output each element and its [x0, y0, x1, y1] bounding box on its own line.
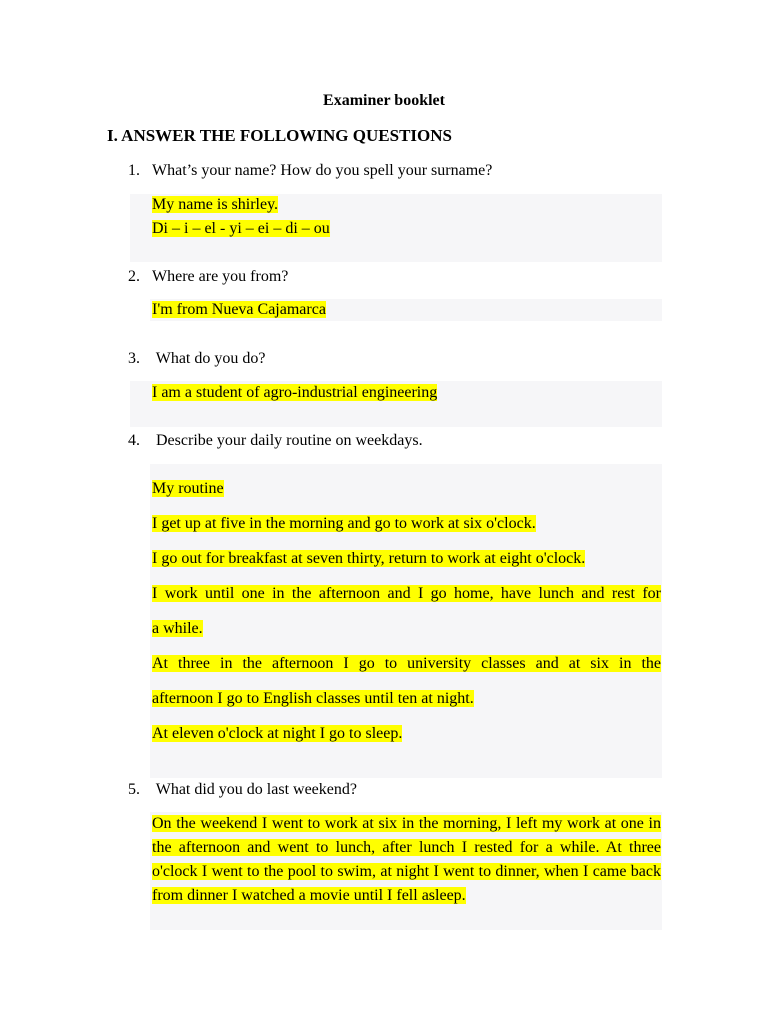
answer-line: I get up at five in the morning and go to work at six o'clock.	[152, 515, 536, 532]
answer-line: a while.	[152, 620, 203, 637]
question-number: 5.	[128, 781, 140, 798]
question-text: Where are you from?	[152, 268, 289, 285]
question-1	[128, 162, 492, 180]
question-number: 4.	[128, 432, 140, 449]
answer-line: I am a student of agro-industrial engineering	[152, 384, 438, 401]
question-3	[128, 350, 265, 368]
answer-paragraph: On the weekend I went to work at six in the morning, I left my work at one in the afternoon and went to lunch, after lunch I rested for a while. At three o'clock I went to the pool to swim, at night I went to dinner, when I came back from dinner I watched a movie until I fell asleep.	[152, 815, 661, 904]
answer-line: afternoon I go to English classes until ten at night.	[152, 690, 474, 707]
answer-line: Di – i – el - yi – ei – di – ou	[152, 220, 330, 237]
question-text: Describe your daily routine on weekdays.	[152, 432, 423, 449]
answer-line: I work until one in the afternoon and I go home, have lunch and rest for	[152, 585, 661, 602]
question-number: 1.	[128, 162, 140, 179]
question-5	[128, 781, 357, 799]
question-2	[128, 268, 288, 286]
question-4	[128, 432, 423, 450]
answer-line: At eleven o'clock at night I go to sleep.	[152, 725, 403, 742]
question-text: What’s your name? How do you spell your surname?	[152, 162, 493, 179]
section-heading: I. ANSWER THE FOLLOWING QUESTIONS	[107, 126, 452, 145]
answer-line: My name is shirley.	[152, 196, 279, 213]
question-number: 2.	[128, 268, 140, 285]
answer-line: At three in the afternoon I go to university classes and at six in the	[152, 655, 661, 672]
page-title: Examiner booklet	[323, 92, 445, 109]
question-number: 3.	[128, 350, 140, 367]
answer-line: I go out for breakfast at seven thirty, return to work at eight o'clock.	[152, 550, 586, 567]
question-text: What did you do last weekend?	[152, 781, 357, 798]
question-text: What do you do?	[152, 350, 266, 367]
answer-line: I'm from Nueva Cajamarca	[152, 301, 326, 318]
answer-line: My routine	[152, 480, 224, 497]
